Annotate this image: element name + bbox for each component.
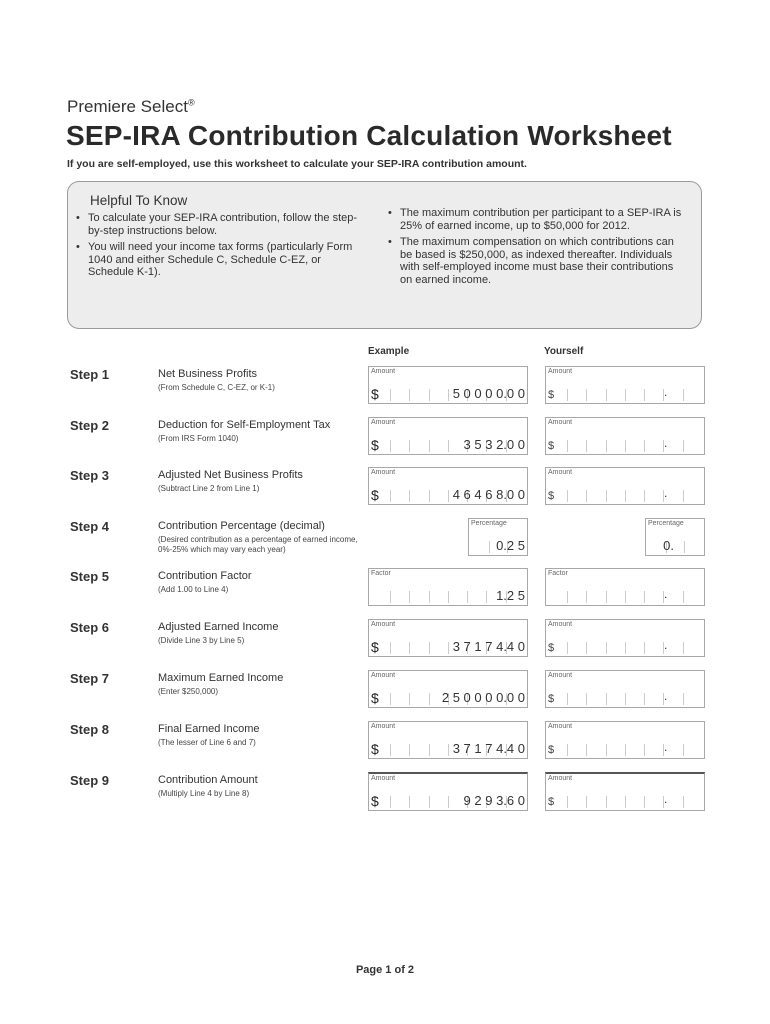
step-title: Maximum Earned Income	[158, 672, 284, 684]
field-label: Amount	[548, 621, 573, 628]
digit-cell-divider	[683, 693, 684, 705]
yourself-amount-field[interactable]	[545, 772, 705, 811]
digit-cell-divider	[625, 642, 626, 654]
yourself-amount-field[interactable]	[545, 417, 705, 455]
digit-cell-divider	[467, 591, 468, 603]
digit-cell-divider	[390, 389, 391, 401]
decimal-point: .	[664, 740, 668, 754]
digit-cell-divider	[586, 490, 587, 502]
digit-cell-divider	[489, 541, 490, 553]
dollar-sign: $	[371, 793, 379, 809]
helpful-title: Helpful To Know	[90, 193, 188, 208]
digit-cell-divider	[606, 591, 607, 603]
field-label: Amount	[548, 419, 573, 426]
step-note: (Subtract Line 2 from Line 1)	[158, 484, 260, 493]
digit-cell-divider	[683, 490, 684, 502]
digit-cell-divider	[625, 389, 626, 401]
dollar-sign: $	[548, 693, 555, 705]
digit-cell-divider	[684, 541, 685, 553]
step-title: Contribution Factor	[158, 570, 252, 582]
digit-cell-divider	[644, 744, 645, 756]
digit-cell-divider	[606, 440, 607, 452]
step-note: (The lesser of Line 6 and 7)	[158, 738, 256, 747]
field-label: Percentage	[648, 520, 684, 527]
field-label: Amount	[548, 723, 573, 730]
digit-cell-divider	[448, 490, 449, 502]
digit-cell-divider	[448, 440, 449, 452]
dollar-sign: $	[371, 639, 379, 655]
digit-cell-divider	[409, 796, 410, 808]
example-amount-field	[368, 366, 528, 404]
decimal-point: .	[664, 486, 668, 500]
digit-cell-divider	[567, 591, 568, 603]
digit-cell-divider	[644, 591, 645, 603]
field-label: Percentage	[471, 520, 507, 527]
column-header-example: Example	[368, 346, 410, 357]
digit-cell-divider	[429, 693, 430, 705]
digit-cell-divider	[429, 490, 430, 502]
digit-cell-divider	[409, 440, 410, 452]
digit-cell-divider	[448, 642, 449, 654]
example-amount-field	[368, 467, 528, 505]
helpful-right-item: • The maximum contribution per participant to a SEP-IRA is 25% of earned income, up to $50,000 for 2012.	[388, 207, 688, 232]
field-label: Amount	[371, 469, 396, 476]
dollar-sign: $	[371, 386, 379, 402]
decimal-point: .	[664, 385, 668, 399]
digit-cell-divider	[586, 693, 587, 705]
step-note: (Enter $250,000)	[158, 687, 219, 696]
dollar-sign: $	[371, 437, 379, 453]
yourself-value[interactable]: 0.	[663, 538, 674, 553]
dollar-sign: $	[548, 389, 555, 401]
digit-cell-divider	[409, 490, 410, 502]
page-subtitle: If you are self-employed, use this worksheet to calculate your SEP-IRA contribution amount.	[67, 158, 527, 170]
yourself-percentage-field[interactable]	[645, 518, 705, 556]
digit-cell-divider	[390, 591, 391, 603]
digit-cell-divider	[567, 389, 568, 401]
digit-cell-divider	[567, 440, 568, 452]
step-title: Contribution Percentage (decimal)	[158, 520, 325, 532]
digit-cell-divider	[390, 796, 391, 808]
helpful-left-item: • To calculate your SEP-IRA contribution, follow the step-by-step instructions below.	[76, 212, 361, 237]
digit-cell-divider	[683, 389, 684, 401]
digit-cell-divider	[448, 796, 449, 808]
field-label: Amount	[371, 723, 396, 730]
digit-cell-divider	[429, 642, 430, 654]
step-note: (Desired contribution as a percentage of earned income, 0%-25% which may vary each year)	[158, 535, 358, 554]
digit-cell-divider	[429, 796, 430, 808]
step-note: (From IRS Form 1040)	[158, 434, 239, 443]
step-note: (Add 1.00 to Line 4)	[158, 585, 229, 594]
digit-cell-divider	[683, 440, 684, 452]
digit-cell-divider	[586, 440, 587, 452]
digit-cell-divider	[390, 744, 391, 756]
step-label: Step 5	[70, 569, 110, 584]
digit-cell-divider	[625, 490, 626, 502]
digit-cell-divider	[644, 440, 645, 452]
yourself-factor-field[interactable]	[545, 568, 705, 606]
step-note: (From Schedule C, C-EZ, or K-1)	[158, 383, 275, 392]
digit-cell-divider	[586, 642, 587, 654]
digit-cell-divider	[606, 693, 607, 705]
digit-cell-divider	[644, 490, 645, 502]
helpful-to-know-box	[67, 181, 702, 329]
decimal-point: .	[664, 792, 668, 806]
dollar-sign: $	[371, 690, 379, 706]
dollar-sign: $	[548, 642, 555, 654]
digit-cell-divider	[429, 591, 430, 603]
dollar-sign: $	[548, 440, 555, 452]
example-value: 0.2 5	[496, 538, 525, 553]
brand-name: Premiere Select®	[67, 97, 195, 116]
digit-cell-divider	[567, 490, 568, 502]
field-label: Amount	[371, 672, 396, 679]
step-title: Deduction for Self-Employment Tax	[158, 419, 331, 431]
example-amount-field	[368, 721, 528, 759]
step-label: Step 1	[70, 367, 110, 382]
example-amount-field	[368, 670, 528, 708]
page-title: SEP-IRA Contribution Calculation Worksheet	[66, 120, 672, 151]
helpful-left-item: • You will need your income tax forms (particularly Form 1040 and either Schedule C, Schedule C-EZ, or Schedule K-1).	[76, 241, 361, 279]
step-label: Step 8	[70, 722, 110, 737]
field-label: Factor	[548, 570, 568, 577]
example-value: 3 7 1 7 4.4 0	[452, 741, 525, 756]
column-header-yourself: Yourself	[544, 346, 584, 357]
digit-cell-divider	[586, 389, 587, 401]
yourself-amount-field[interactable]	[545, 670, 705, 708]
field-label: Amount	[371, 621, 396, 628]
example-amount-field	[368, 772, 528, 811]
digit-cell-divider	[567, 796, 568, 808]
digit-cell-divider	[429, 744, 430, 756]
digit-cell-divider	[606, 642, 607, 654]
digit-cell-divider	[625, 591, 626, 603]
field-label: Amount	[371, 419, 396, 426]
yourself-amount-field[interactable]	[545, 467, 705, 505]
digit-cell-divider	[606, 389, 607, 401]
digit-cell-divider	[409, 744, 410, 756]
example-value: 4 6 4 6 8.0 0	[452, 487, 525, 502]
digit-cell-divider	[429, 440, 430, 452]
helpful-left-list	[76, 212, 361, 283]
digit-cell-divider	[644, 389, 645, 401]
example-value: 5 0 0 0 0.0 0	[452, 386, 525, 401]
digit-cell-divider	[390, 693, 391, 705]
digit-cell-divider	[448, 389, 449, 401]
step-label: Step 9	[70, 773, 110, 788]
step-title: Adjusted Net Business Profits	[158, 469, 303, 481]
digit-cell-divider	[644, 642, 645, 654]
helpful-right-item: • The maximum compensation on which contributions can be based is $250,000, as indexed thereafter. Individuals with self-employed income must base their contributions on earned income.	[388, 236, 688, 286]
digit-cell-divider	[409, 389, 410, 401]
step-label: Step 4	[70, 519, 110, 534]
field-label: Amount	[548, 469, 573, 476]
digit-cell-divider	[606, 744, 607, 756]
decimal-point: .	[664, 638, 668, 652]
step-note: (Divide Line 3 by Line 5)	[158, 636, 245, 645]
digit-cell-divider	[429, 389, 430, 401]
field-label: Factor	[371, 570, 391, 577]
digit-cell-divider	[683, 642, 684, 654]
decimal-point: .	[664, 587, 668, 601]
dollar-sign: $	[548, 490, 555, 502]
yourself-amount-field[interactable]	[545, 721, 705, 759]
example-value: 1.2 5	[496, 588, 525, 603]
step-label: Step 3	[70, 468, 110, 483]
field-label: Amount	[548, 775, 573, 782]
example-amount-field	[368, 417, 528, 455]
field-label: Amount	[371, 775, 396, 782]
digit-cell-divider	[586, 744, 587, 756]
example-value: 3 5 3 2.0 0	[463, 437, 525, 452]
dollar-sign: $	[371, 741, 379, 757]
digit-cell-divider	[683, 796, 684, 808]
digit-cell-divider	[409, 591, 410, 603]
digit-cell-divider	[625, 440, 626, 452]
digit-cell-divider	[586, 796, 587, 808]
field-label: Amount	[548, 368, 573, 375]
digit-cell-divider	[586, 591, 587, 603]
digit-cell-divider	[625, 693, 626, 705]
digit-cell-divider	[409, 693, 410, 705]
dollar-sign: $	[548, 744, 555, 756]
example-amount-field	[368, 619, 528, 657]
page-number: Page 1 of 2	[355, 964, 415, 976]
step-title: Net Business Profits	[158, 368, 258, 380]
helpful-right-list	[388, 207, 688, 290]
decimal-point: .	[664, 689, 668, 703]
step-title: Final Earned Income	[158, 723, 260, 735]
digit-cell-divider	[567, 693, 568, 705]
yourself-amount-field[interactable]	[545, 366, 705, 404]
field-label: Amount	[548, 672, 573, 679]
dollar-sign: $	[371, 487, 379, 503]
digit-cell-divider	[567, 744, 568, 756]
digit-cell-divider	[448, 744, 449, 756]
digit-cell-divider	[625, 744, 626, 756]
example-percentage-field	[468, 518, 528, 556]
example-value: 9 2 9 3.6 0	[463, 793, 525, 808]
digit-cell-divider	[644, 796, 645, 808]
yourself-amount-field[interactable]	[545, 619, 705, 657]
step-label: Step 2	[70, 418, 110, 433]
digit-cell-divider	[644, 693, 645, 705]
digit-cell-divider	[625, 796, 626, 808]
digit-cell-divider	[448, 591, 449, 603]
example-value: 2 5 0 0 0 0.0 0	[441, 690, 525, 705]
step-title: Contribution Amount	[158, 774, 258, 786]
digit-cell-divider	[409, 642, 410, 654]
digit-cell-divider	[606, 490, 607, 502]
digit-cell-divider	[486, 591, 487, 603]
digit-cell-divider	[567, 642, 568, 654]
digit-cell-divider	[390, 440, 391, 452]
step-label: Step 7	[70, 671, 110, 686]
step-title: Adjusted Earned Income	[158, 621, 279, 633]
digit-cell-divider	[683, 591, 684, 603]
dollar-sign: $	[548, 796, 555, 808]
digit-cell-divider	[390, 642, 391, 654]
digit-cell-divider	[606, 796, 607, 808]
example-factor-field	[368, 568, 528, 606]
decimal-point: .	[664, 436, 668, 450]
field-label: Amount	[371, 368, 396, 375]
example-value: 3 7 1 7 4.4 0	[452, 639, 525, 654]
digit-cell-divider	[390, 490, 391, 502]
step-label: Step 6	[70, 620, 110, 635]
digit-cell-divider	[683, 744, 684, 756]
step-note: (Multiply Line 4 by Line 8)	[158, 789, 250, 798]
